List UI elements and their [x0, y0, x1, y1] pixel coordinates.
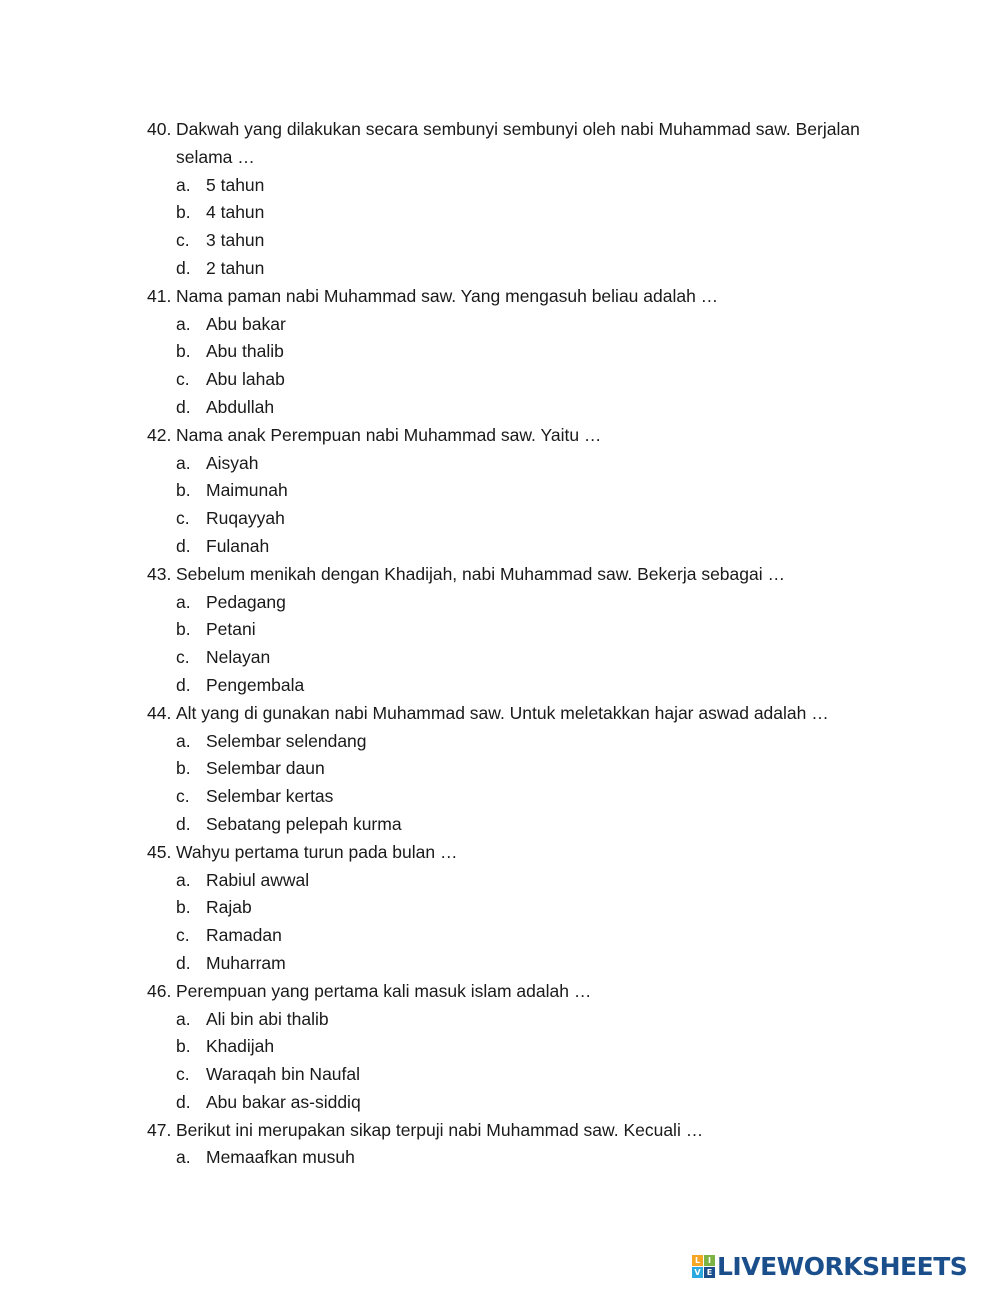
- question-number: 44.: [147, 702, 172, 723]
- answer-option: [147, 450, 887, 478]
- option-text: Nelayan: [206, 647, 271, 668]
- option-text: Ramadan: [206, 925, 282, 946]
- option-text: Pengembala: [206, 674, 305, 695]
- option-letter: d.: [176, 813, 191, 834]
- option-text: Abu thalib: [206, 341, 284, 362]
- option-text: Muharram: [206, 952, 286, 973]
- option-letter: c.: [176, 369, 190, 390]
- answer-option: [147, 394, 887, 422]
- option-letter: b.: [176, 897, 191, 918]
- answer-option: [147, 755, 887, 783]
- question-number: 41.: [147, 285, 172, 306]
- question: [147, 978, 887, 1117]
- question-number: 43.: [147, 563, 172, 584]
- question: [147, 839, 887, 978]
- option-text: 3 tahun: [206, 230, 265, 251]
- option-text: Memaafkan musuh: [206, 1147, 355, 1168]
- answer-option: [147, 311, 887, 339]
- answer-option: [147, 172, 887, 200]
- option-letter: a.: [176, 174, 191, 195]
- answer-option: [147, 1033, 887, 1061]
- question-text: Wahyu pertama turun pada bulan …: [176, 841, 458, 862]
- answer-option: [147, 1089, 887, 1117]
- option-text: Sebatang pelepah kurma: [206, 813, 402, 834]
- answer-option: [147, 672, 887, 700]
- question: [147, 1117, 887, 1173]
- question-row: [147, 422, 887, 450]
- answer-option: [147, 338, 887, 366]
- question-row: [147, 116, 887, 172]
- option-text: Pedagang: [206, 591, 286, 612]
- option-letter: c.: [176, 1064, 190, 1085]
- option-letter: b.: [176, 758, 191, 779]
- option-letter: c.: [176, 786, 190, 807]
- option-letter: a.: [176, 591, 191, 612]
- liveworksheets-logo: [692, 1252, 967, 1281]
- option-text: Maimunah: [206, 480, 288, 501]
- answer-option: [147, 366, 887, 394]
- answer-option: [147, 811, 887, 839]
- question-number: 42.: [147, 424, 172, 445]
- option-text: Abdullah: [206, 396, 275, 417]
- question-number: 40.: [147, 119, 172, 139]
- question: [147, 561, 887, 700]
- answer-option: [147, 644, 887, 672]
- question-number: 47.: [147, 1119, 172, 1140]
- question: [147, 700, 887, 839]
- option-text: Abu lahab: [206, 369, 285, 390]
- option-text: Aisyah: [206, 452, 259, 473]
- option-letter: b.: [176, 341, 191, 362]
- option-text: Selembar selendang: [206, 730, 367, 751]
- question-row: [147, 1117, 887, 1145]
- option-letter: d.: [176, 952, 191, 973]
- question: [147, 283, 887, 422]
- option-letter: b.: [176, 619, 191, 640]
- option-letter: a.: [176, 313, 191, 334]
- logo-grid-icon: [692, 1255, 715, 1278]
- answer-option: [147, 533, 887, 561]
- option-text: Rajab: [206, 897, 252, 918]
- logo-letter-e: E: [704, 1267, 715, 1278]
- answer-option: [147, 255, 887, 283]
- answer-option: [147, 505, 887, 533]
- option-text: 5 tahun: [206, 174, 265, 195]
- question-row: [147, 839, 887, 867]
- option-text: Selembar daun: [206, 758, 325, 779]
- worksheet: [147, 116, 887, 1172]
- option-text: 4 tahun: [206, 202, 265, 223]
- option-text: Ali bin abi thalib: [206, 1008, 329, 1029]
- question-number: 46.: [147, 980, 172, 1001]
- question-text: Dakwah yang dilakukan secara sembunyi sembunyi oleh nabi Muhammad saw. Berjalan selama …: [176, 119, 860, 167]
- answer-option: [147, 1144, 887, 1172]
- answer-option: [147, 950, 887, 978]
- answer-option: [147, 227, 887, 255]
- question-text: Alt yang di gunakan nabi Muhammad saw. Untuk meletakkan hajar aswad adalah …: [176, 702, 829, 723]
- option-letter: a.: [176, 869, 191, 890]
- question-text: Perempuan yang pertama kali masuk islam adalah …: [176, 980, 592, 1001]
- answer-option: [147, 867, 887, 895]
- option-letter: b.: [176, 480, 191, 501]
- answer-option: [147, 477, 887, 505]
- option-letter: c.: [176, 230, 190, 251]
- option-letter: a.: [176, 730, 191, 751]
- question-text: Nama anak Perempuan nabi Muhammad saw. Yaitu …: [176, 424, 602, 445]
- option-letter: c.: [176, 925, 190, 946]
- question-text: Berikut ini merupakan sikap terpuji nabi Muhammad saw. Kecuali …: [176, 1119, 704, 1140]
- logo-letter-v: V: [692, 1267, 703, 1278]
- answer-option: [147, 922, 887, 950]
- answer-option: [147, 589, 887, 617]
- answer-option: [147, 728, 887, 756]
- option-letter: d.: [176, 396, 191, 417]
- question: [147, 422, 887, 561]
- answer-option: [147, 616, 887, 644]
- question: [147, 116, 887, 283]
- option-text: Abu bakar: [206, 313, 286, 334]
- question-text: Sebelum menikah dengan Khadijah, nabi Muhammad saw. Bekerja sebagai …: [176, 563, 785, 584]
- option-text: 2 tahun: [206, 257, 265, 278]
- answer-option: [147, 199, 887, 227]
- answer-option: [147, 783, 887, 811]
- option-letter: d.: [176, 674, 191, 695]
- option-text: Abu bakar as-siddiq: [206, 1091, 361, 1112]
- question-row: [147, 283, 887, 311]
- option-letter: a.: [176, 1147, 191, 1168]
- option-letter: d.: [176, 257, 191, 278]
- option-text: Waraqah bin Naufal: [206, 1064, 361, 1085]
- question-row: [147, 561, 887, 589]
- question-row: [147, 978, 887, 1006]
- option-letter: c.: [176, 508, 190, 529]
- brand-name: LIVEWORKSHEETS: [717, 1252, 968, 1281]
- answer-option: [147, 1006, 887, 1034]
- option-text: Petani: [206, 619, 256, 640]
- logo-letter-i: I: [704, 1255, 715, 1266]
- question-text: Nama paman nabi Muhammad saw. Yang mengasuh beliau adalah …: [176, 285, 719, 306]
- answer-option: [147, 1061, 887, 1089]
- option-letter: a.: [176, 452, 191, 473]
- option-text: Ruqayyah: [206, 508, 285, 529]
- option-letter: b.: [176, 1036, 191, 1057]
- option-letter: c.: [176, 647, 190, 668]
- option-text: Rabiul awwal: [206, 869, 310, 890]
- option-text: Khadijah: [206, 1036, 275, 1057]
- option-letter: d.: [176, 1091, 191, 1112]
- question-row: [147, 700, 887, 728]
- answer-option: [147, 894, 887, 922]
- option-letter: b.: [176, 202, 191, 223]
- option-letter: d.: [176, 535, 191, 556]
- option-text: Fulanah: [206, 535, 270, 556]
- option-text: Selembar kertas: [206, 786, 334, 807]
- logo-letter-l: L: [692, 1255, 703, 1266]
- option-letter: a.: [176, 1008, 191, 1029]
- question-number: 45.: [147, 841, 172, 862]
